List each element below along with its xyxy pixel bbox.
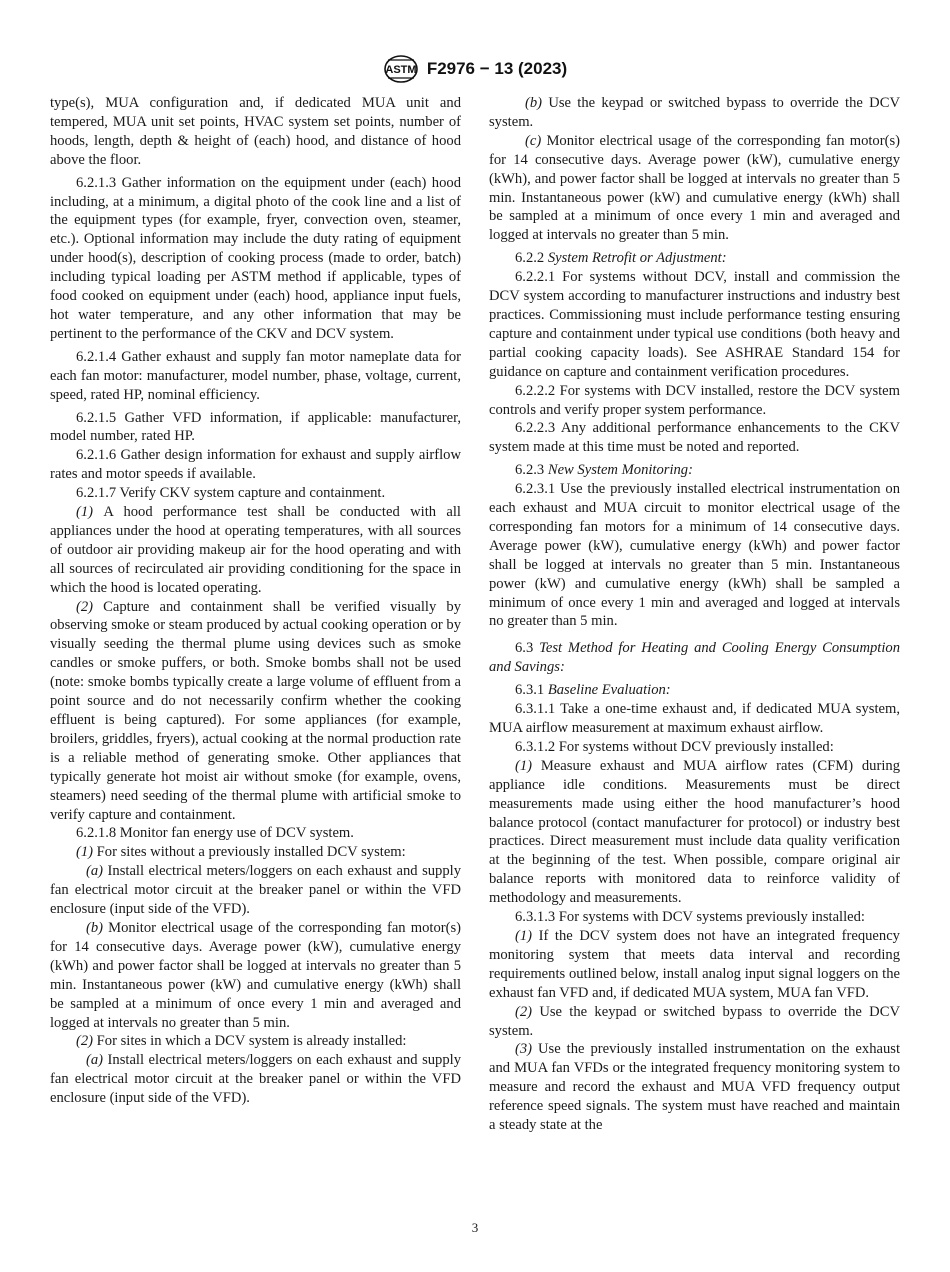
section-number: 6.2.1.5 (76, 409, 125, 426)
paragraph (489, 382, 900, 420)
paragraph-text: Use the previously installed electrical instrumentation on each exhaust and MUA circuit to monitor electrical usage of the corresponding fan motors for a minimum of 14 consecutive days. Average power (kW), cumulative energy (kWh) and power factor shall be logged at intervals no greater than 5 min. Instantaneous power (kW) and cumulative energy (kWh) shall be sampled a minimum of once every 1 min and averaged and logged at intervals no greater than 5 min. (489, 481, 900, 630)
section-number: 6.3.1.3 (515, 909, 559, 926)
section-number: 6.3.1.1 (515, 701, 561, 718)
section-number: 6.2.1.8 (76, 825, 120, 842)
paragraph-text: Monitor fan energy use of DCV system. (119, 825, 354, 842)
section-number: 6.3.1 (515, 682, 548, 699)
paragraph (489, 1003, 900, 1041)
standard-designation: F2976 − 13 (2023) (426, 59, 568, 78)
paragraph (50, 94, 461, 170)
section-title: Test Method for Heating and Cooling Energy Consumption and Savings: (489, 640, 900, 676)
paragraph (489, 908, 900, 927)
paragraph (50, 1032, 461, 1051)
section-title: Baseline Evaluation: (547, 682, 671, 699)
paragraph-text: Monitor electrical usage of the corresponding fan motor(s) for 14 consecutive days. Average power (kW), cumulative energy (kWh) and power factor shall be logged at intervals no greater than 5 min. Instantaneous power (kW) and cumulative energy (kWh) shall be sampled at a minimum of once every 1 min and averaged and logged at intervals no greater than 5 min. (50, 919, 461, 1031)
paragraph-text: Verify CKV system capture and containment. (119, 485, 386, 502)
list-marker: (b) (86, 919, 109, 936)
list-marker: (a) (86, 863, 108, 880)
paragraph (50, 1051, 461, 1108)
section-title: New System Monitoring: (547, 462, 693, 479)
paragraph (489, 249, 900, 268)
paragraph (489, 639, 900, 677)
list-marker: (a) (86, 1052, 108, 1069)
paragraph-text: If the DCV system does not have an integrated frequency monitoring system that meets data interval and recording requirements outlined below, install analog input signal loggers on the exhaust fan VFD and, if dedicated MUA system, MUA fan VFD. (489, 927, 900, 1001)
paragraph (50, 843, 461, 862)
section-number: 6.2.2.1 (515, 269, 563, 286)
paragraph (50, 862, 461, 919)
section-number: 6.3.1.2 (515, 738, 559, 755)
paragraph-text: For systems without DCV, install and commission the DCV system according to manufacturer instructions and industry best practices. Commissioning must include performance testing ensuring capture and containment under typical use conditions (both heavy and partial cooking capacity loads). See ASHRAE Standard 154 for guidance on capture and containment verification procedures. (489, 269, 900, 380)
paragraph (489, 1040, 900, 1135)
list-marker: (1) (76, 844, 97, 861)
paragraph (489, 480, 900, 631)
paragraph (489, 927, 900, 1003)
paragraph-text: Take a one-time exhaust and, if dedicated MUA system, MUA airflow measurement at maximum exhaust airflow. (489, 701, 900, 736)
paragraph-text: Use the previously installed instrumentation on the exhaust and MUA fan VFDs or the integrated frequency monitoring system to measure and record the exhaust and MUA VFD frequency output reference speed signals. The system must have reached and maintain a steady state at the (489, 1041, 900, 1134)
paragraph-text: Use the keypad or switched bypass to override the DCV system. (489, 95, 900, 130)
paragraph (489, 681, 900, 700)
section-title: System Retrofit or Adjustment: (547, 250, 727, 267)
paragraph (489, 461, 900, 480)
paragraph (50, 824, 461, 843)
paragraph (489, 757, 900, 908)
paragraph-text: For sites without a previously installed DCV system: (96, 844, 406, 861)
paragraph-text: Monitor electrical usage of the corresponding fan motor(s) for 14 consecutive days. Average power (kW), cumulative energy (kWh), and power factor shall be logged at intervals no greater than 5 min. Instantaneous power (kW) and cumulative energy (kWh) shall be sampled at a minimum of once every 1 min and averaged and logged at intervals no greater than 5 min. (489, 132, 900, 244)
paragraph (489, 132, 900, 245)
paragraph (489, 419, 900, 457)
paragraph-text: Gather VFD information, if applicable: manufacturer, model number, rated HP. (50, 409, 461, 445)
paragraph-text: For sites in which a DCV system is already installed: (96, 1033, 407, 1050)
list-marker: (1) (76, 504, 104, 521)
list-marker: (1) (515, 757, 541, 774)
section-number: 6.2.2 (515, 250, 548, 267)
list-marker: (2) (76, 598, 104, 615)
section-number: 6.2.2.3 (515, 420, 561, 437)
paragraph (50, 919, 461, 1032)
paragraph-text: Gather design information for exhaust and supply airflow rates and motor speeds if available. (50, 447, 461, 483)
paragraph-text: Install electrical meters/loggers on each exhaust and supply fan electrical motor circuit at the breaker panel or within the VFD enclosure (input side of the VFD). (50, 1052, 461, 1107)
list-marker: (2) (515, 1003, 540, 1020)
paragraph (50, 484, 461, 503)
list-marker: (1) (515, 927, 539, 944)
paragraph (50, 598, 461, 825)
left-column (50, 94, 461, 1108)
section-number: 6.2.2.2 (515, 382, 560, 399)
paragraph-text: Install electrical meters/loggers on each exhaust and supply fan electrical motor circuit at the breaker panel or within the VFD enclosure (input side of the VFD). (50, 863, 461, 918)
list-marker: (c) (525, 132, 547, 149)
paragraph (489, 738, 900, 757)
paragraph (50, 409, 461, 447)
page-number: 3 (471, 1220, 479, 1235)
paragraph (489, 268, 900, 381)
paragraph-text: Measure exhaust and MUA airflow rates (CFM) during appliance idle conditions. Measurements must be direct measurements made using either the hood manufacturer’s hood balance protocol (contact manufacturer for protocol) or industry best practices. Direct measurement must include data quality verification at the beginning of the test. When possible, compare original air balance reports with monitored data to reinforce validity of methodology and measurements. (489, 757, 900, 907)
section-number: 6.2.3 (515, 462, 548, 479)
paragraph-text: type(s), MUA configuration and, if dedicated MUA unit and tempered, MUA unit set points, HVAC system set points, number of hoods, length, depth & height of (each) hood, and distance of hood above the floor. (50, 95, 461, 168)
section-number: 6.3 (515, 640, 540, 657)
list-marker: (3) (515, 1041, 538, 1058)
paragraph-text: For systems with DCV installed, restore the DCV system controls and verify proper system performance. (489, 382, 901, 418)
page-header (0, 54, 950, 84)
section-number: 6.2.1.6 (76, 447, 121, 464)
list-marker: (2) (76, 1033, 97, 1050)
svg-text:ASTM: ASTM (385, 64, 417, 76)
astm-logo-icon (383, 54, 419, 84)
paragraph-text: Gather exhaust and supply fan motor nameplate data for each fan motor: manufacturer, model number, phase, voltage, current, speed, rated HP, nominal efficiency. (50, 348, 462, 403)
section-number: 6.2.1.4 (76, 348, 122, 365)
paragraph-text: A hood performance test shall be conducted with all appliances under the hood at operating temperatures, with all sources of outdoor air providing makeup air for the hood operating and with all sources of recirculated air providing conditioning for the space in which the hood is located operating. (50, 504, 461, 596)
section-number: 6.2.3.1 (515, 481, 560, 498)
paragraph (50, 174, 461, 344)
paragraph-text: Any additional performance enhancements to the CKV system made at this time must be noted and reported. (489, 420, 900, 456)
paragraph (489, 700, 900, 738)
paragraph (50, 348, 461, 405)
section-number: 6.2.1.7 (76, 485, 120, 502)
paragraph (50, 446, 461, 484)
paragraph-text: For systems with DCV systems previously installed: (558, 909, 865, 926)
paragraph-text: Capture and containment shall be verified visually by observing smoke or steam produced by actual cooking operation or by visually seeding the thermal plume using devices such as smoke candles or smoke puffers, or both. Smoke bombs shall not be used (note: smoke bombs typically create a large volume of effluent from a point source and do not necessarily confirm whether the cooking effluent is being captured). For some appliances (for example, broilers, griddles, fryers), actual cooking at the normal production rate is a reliable method of generating smoke. Other appliances that typically generate hot moist air without smoke (for example, ovens, steamers) need seeding of the thermal plume with artificial smoke to verify capture and containment. (50, 598, 461, 823)
paragraph (489, 94, 900, 132)
paragraph-text: Use the keypad or switched bypass to override the DCV system. (489, 1003, 900, 1039)
list-marker: (b) (525, 95, 549, 111)
paragraph (50, 503, 461, 598)
paragraph-text: For systems without DCV previously installed: (558, 738, 834, 755)
paragraph-text: Gather information on the equipment under (each) hood including, at a minimum, a digital photo of the cook line and a list of the equipment types (for example, fryer, convection oven, steamer, etc.). Optional information may include the duty rating of equipment under hood(s), description of cooking process (made to order, batch) including typical loading per ASTM method if applicable, types of food cooked on equipment under (each) hood, appliance input fuels, hot water temperature, and any other information that may be pertinent to the performance of the CKV and DCV system. (50, 174, 461, 342)
section-number: 6.2.1.3 (76, 174, 122, 191)
right-column (489, 94, 900, 1135)
